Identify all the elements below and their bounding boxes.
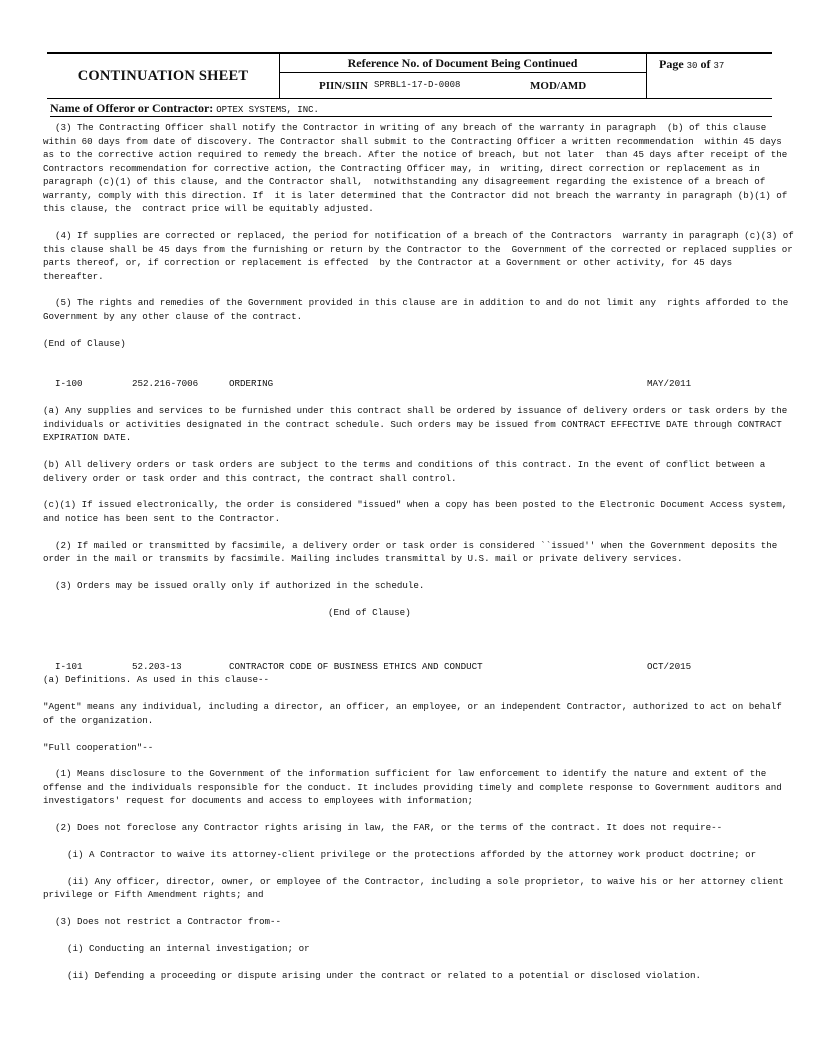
text-line: (a) Any supplies and services to be furnished under this contract shall be ordered by issuance of delivery orders or task orders by the: [43, 405, 788, 416]
clause-date: OCT/2015: [647, 661, 692, 672]
text-line: (2) Does not foreclose any Contractor rights arising in law, the FAR, or the terms of the contract. It does not require--: [55, 822, 723, 833]
clause-number: I-100: [55, 378, 83, 389]
text-line: (5) The rights and remedies of the Government provided in this clause are in addition to and do not limit any rights afforded to the: [55, 297, 789, 308]
sheet-title: CONTINUATION SHEET: [77, 67, 249, 84]
text-line: (1) Means disclosure to the Government of the information sufficient for law enforcement to identify the nature and extent of the: [55, 768, 767, 779]
text-line: (2) If mailed or transmitted by facsimile, a delivery order or task order is considered ``issued'' when the Government deposits the: [55, 540, 778, 551]
page-current: 30: [686, 61, 698, 71]
header-divider: [646, 54, 647, 98]
text-line: individuals or activities designated in the contract schedule. Such orders may be issued from CONTRACT EFFECTIVE DATE through CONTRACT: [43, 419, 782, 430]
text-line: this clause shall be 45 days from the furnishing or return by the Contractor to the Government of the corrected or replaced supplies or: [43, 244, 793, 255]
text-line: (a) Definitions. As used in this clause--: [43, 674, 270, 685]
end-of-clause: (End of Clause): [43, 338, 126, 349]
header-box: [47, 52, 772, 99]
clause-code: 52.203-13: [132, 661, 182, 672]
text-line: as to the corrective action required to remedy the breach. After the notice of breach, but not later than 45 days after receipt of the: [43, 149, 788, 160]
offeror-value: OPTEX SYSTEMS, INC.: [216, 105, 319, 115]
offeror-row: [50, 99, 772, 117]
text-line: thereafter.: [43, 271, 104, 282]
text-line: (3) The Contracting Officer shall notify the Contractor in writing of any breach of the warranty in paragraph (b) of this clause: [55, 122, 767, 133]
text-line: (ii) Defending a proceeding or dispute arising under the contract or related to a potential or disclosed violation.: [67, 970, 702, 981]
text-line: parts thereof, or, if correction or replacement is effected by the Contractor at a Government or other activity, for 45 days: [43, 257, 733, 268]
text-line: "Agent" means any individual, including a director, an officer, an employee, or an independent Contractor, authorized to act on behalf: [43, 701, 782, 712]
end-of-clause: (End of Clause): [328, 607, 411, 618]
text-line: (i) Conducting an internal investigation; or: [67, 943, 310, 954]
page-number: [659, 57, 724, 72]
text-line: (b) All delivery orders or task orders are subject to the terms and conditions of this contract. In the event of conflict between a: [43, 459, 766, 470]
text-line: (4) If supplies are corrected or replaced, the period for notification of a breach of the Contractors warranty in paragraph (c)(3) of: [55, 230, 794, 241]
clause-code: 252.216-7006: [132, 378, 199, 389]
text-line: delivery order or task order and this contract, the contract shall control.: [43, 473, 457, 484]
page-label: Page: [659, 57, 684, 71]
text-line: within 60 days from date of discovery. The Contractor shall submit to the Contracting Officer a written recommendation within 45 days: [43, 136, 782, 147]
reference-label: Reference No. of Document Being Continued: [347, 56, 578, 70]
piin-value: SPRBL1-17-D-0008: [374, 80, 461, 90]
clause-title: ORDERING: [229, 378, 274, 389]
text-line: offense and the individuals responsible for the conduct. It includes providing timely and complete response to Government auditors and: [43, 782, 782, 793]
piin-label: PIIN/SIIN: [319, 80, 368, 92]
text-line: privilege or Fifth Amendment rights; and: [43, 889, 264, 900]
mod-amd-label: MOD/AMD: [530, 80, 587, 92]
text-line: (i) A Contractor to waive its attorney-client privilege or the protections afforded by the attorney work product doctrine; or: [67, 849, 757, 860]
text-line: (c)(1) If issued electronically, the order is considered "issued" when a copy has been posted to the Electronic Document Access system,: [43, 499, 788, 510]
text-line: order in the mail or transmits by facsimile. Mailing includes transmittal by U.S. mail or private delivery services.: [43, 553, 683, 564]
clause-date: MAY/2011: [647, 378, 692, 389]
text-line: EXPIRATION DATE.: [43, 432, 132, 443]
text-line: of the organization.: [43, 715, 154, 726]
page-total: 37: [713, 61, 725, 71]
of-label: of: [700, 57, 711, 71]
offeror-label: Name of Offeror or Contractor:: [50, 101, 214, 115]
header-divider: [279, 72, 646, 73]
clause-title: CONTRACTOR CODE OF BUSINESS ETHICS AND CONDUCT: [229, 661, 483, 672]
text-line: (3) Orders may be issued orally only if authorized in the schedule.: [55, 580, 425, 591]
clause-number: I-101: [55, 661, 83, 672]
text-line: (3) Does not restrict a Contractor from--: [55, 916, 282, 927]
text-line: (ii) Any officer, director, owner, or employee of the Contractor, including a sole proprietor, to waive his or her attorney client: [67, 876, 784, 887]
text-line: and notice has been sent to the Contractor.: [43, 513, 281, 524]
text-line: paragraph (c)(1) of this clause, and the Contractor shall, notwithstanding any disagreement regarding the existence of a breach of: [43, 176, 766, 187]
text-line: warranty, comply with this direction. If it is later determined that the Contractor did not breach the warranty in paragraph (b)(1) of: [43, 190, 788, 201]
text-line: investigators' request for documents and access to employees with information;: [43, 795, 474, 806]
text-line: Contractors recommendation for corrective action, the Contracting Officer may, in writing, direct correction or replacement as in: [43, 163, 760, 174]
text-line: "Full cooperation"--: [43, 742, 154, 753]
text-line: this clause, the contract price will be equitably adjusted.: [43, 203, 374, 214]
text-line: Government by any other clause of the contract.: [43, 311, 303, 322]
